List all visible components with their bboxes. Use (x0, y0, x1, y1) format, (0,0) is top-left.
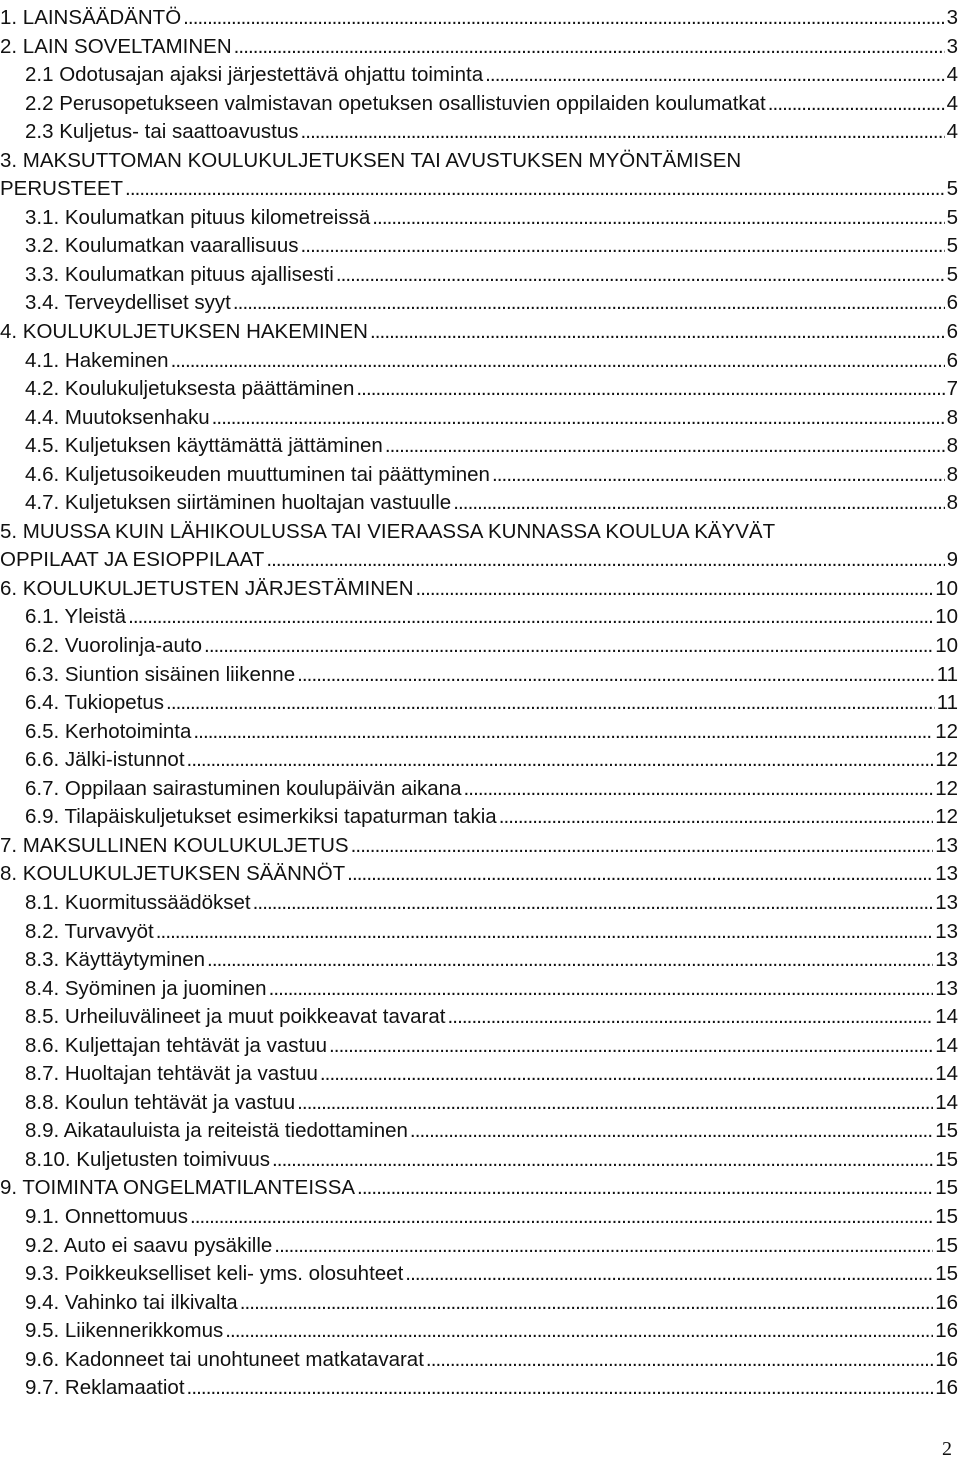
toc-entry[interactable] (0, 90, 958, 119)
toc-entry-label: OPPILAAT JA ESIOPPILAAT (0, 548, 265, 572)
toc-entry[interactable] (0, 289, 958, 318)
toc-entry-label: 6.3. Siuntion sisäinen liikenne (25, 662, 296, 686)
dot-leader (234, 33, 945, 62)
dot-leader (492, 461, 945, 490)
toc-entry-page: 6 (946, 348, 958, 372)
toc-entry[interactable] (0, 546, 958, 575)
table-of-contents (0, 4, 958, 1403)
toc-entry-page: 9 (946, 548, 958, 572)
dot-leader (269, 975, 934, 1004)
toc-entry-page: 15 (935, 1119, 958, 1143)
toc-entry-label: 4.4. Muutoksenhaku (25, 405, 210, 429)
toc-entry-label: 4.7. Kuljetuksen siirtäminen huoltajan vastuulle (25, 491, 452, 515)
toc-entry-label: 8.2. Turvavyöt (25, 919, 154, 943)
toc-entry-label: 6.7. Oppilaan sairastuminen koulupäivän aikana (25, 776, 462, 800)
toc-entry-label: 4.6. Kuljetusoikeuden muuttuminen tai päättyminen (25, 462, 490, 486)
toc-entry-label: 4.5. Kuljetuksen käyttämättä jättäminen (25, 434, 383, 458)
toc-entry-label: 9.5. Liikennerikkomus (25, 1319, 224, 1343)
toc-entry-label: 8.6. Kuljettajan tehtävät ja vastuu (25, 1033, 328, 1057)
toc-entry[interactable] (0, 975, 958, 1004)
dot-leader (166, 689, 935, 718)
toc-entry-label: PERUSTEET (0, 177, 124, 201)
dot-leader (485, 61, 944, 90)
toc-entry-page: 5 (946, 234, 958, 258)
dot-leader (499, 803, 933, 832)
toc-entry-label: 6.6. Jälki-istunnot (25, 748, 185, 772)
dot-leader (426, 1346, 933, 1375)
toc-entry[interactable] (0, 603, 958, 632)
toc-entry-page: 13 (935, 862, 958, 886)
dot-leader (447, 1003, 933, 1032)
toc-entry-page: 3 (946, 34, 958, 58)
toc-entry-label: 4.1. Hakeminen (25, 348, 169, 372)
toc-entry-page: 10 (935, 605, 958, 629)
toc-entry-label: 9.1. Onnettomuus (25, 1204, 188, 1228)
toc-entry-page: 16 (935, 1347, 958, 1371)
dot-leader (128, 603, 933, 632)
toc-entry-label: 8.4. Syöminen ja juominen (25, 976, 267, 1000)
toc-entry-label: 3.1. Koulumatkan pituus kilometreissä (25, 205, 371, 229)
toc-entry-label: 9.4. Vahinko tai ilkivalta (25, 1290, 238, 1314)
toc-entry-page: 7 (946, 377, 958, 401)
toc-entry[interactable] (0, 1232, 958, 1261)
toc-entry-page: 8 (946, 462, 958, 486)
toc-entry-page: 5 (946, 177, 958, 201)
dot-leader (416, 575, 934, 604)
toc-entry[interactable] (0, 118, 958, 147)
toc-entry-label: 6.4. Tukiopetus (25, 691, 165, 715)
toc-entry-page: 12 (935, 748, 958, 772)
toc-entry[interactable] (0, 889, 958, 918)
toc-entry-page: 15 (935, 1204, 958, 1228)
toc-entry[interactable] (0, 1089, 958, 1118)
toc-entry-label: 4. KOULUKULJETUKSEN HAKEMINEN (0, 320, 368, 344)
dot-leader (372, 204, 944, 233)
dot-leader (274, 1232, 933, 1261)
toc-entry-page: 15 (935, 1176, 958, 1200)
toc-entry-heading[interactable]: 5. MUUSSA KUIN LÄHIKOULUSSA TAI VIERAASSA KUNNASSA KOULUA KÄYVÄT (0, 519, 776, 543)
dot-leader (405, 1260, 933, 1289)
toc-entry-label: 2.2 Perusopetukseen valmistavan opetuksen osallistuvien oppilaiden koulumatkat (25, 91, 766, 115)
toc-entry-page: 8 (946, 405, 958, 429)
toc-entry-page: 11 (936, 662, 958, 686)
toc-entry-page: 13 (935, 948, 958, 972)
toc-entry-label: 8.8. Koulun tehtävät ja vastuu (25, 1090, 296, 1114)
dot-leader (240, 1289, 933, 1318)
toc-entry-heading[interactable]: 3. MAKSUTTOMAN KOULUKULJETUKSEN TAI AVUSTUKSEN MYÖNTÄMISEN (0, 148, 742, 172)
dot-leader (297, 661, 935, 690)
toc-entry-page: 15 (935, 1262, 958, 1286)
toc-entry-label: 7. MAKSULLINEN KOULUKULJETUS (0, 833, 349, 857)
dot-leader (320, 1060, 933, 1089)
toc-entry-label: 2.1 Odotusajan ajaksi järjestettävä ohjattu toiminta (25, 63, 484, 87)
toc-entry-label: 6.5. Kerhotoiminta (25, 719, 192, 743)
toc-entry[interactable] (0, 832, 958, 861)
dot-leader (266, 546, 944, 575)
toc-entry-page: 4 (946, 63, 958, 87)
toc-entry-page: 12 (935, 719, 958, 743)
toc-entry[interactable] (0, 33, 958, 62)
toc-entry-label: 3.4. Terveydelliset syyt (25, 291, 231, 315)
toc-entry[interactable] (0, 489, 958, 518)
dot-leader (225, 1317, 933, 1346)
toc-entry-page: 10 (935, 634, 958, 658)
toc-entry-page: 13 (935, 890, 958, 914)
toc-entry-page: 13 (935, 833, 958, 857)
toc-entry[interactable] (0, 1317, 958, 1346)
toc-entry-page: 6 (946, 291, 958, 315)
dot-leader (347, 860, 933, 889)
toc-entry-label: 1. LAINSÄÄDÄNTÖ (0, 6, 182, 29)
toc-entry[interactable] (0, 1203, 958, 1232)
toc-entry-label: 8.9. Aikatauluista ja reiteistä tiedottaminen (25, 1119, 408, 1143)
toc-entry[interactable] (0, 689, 958, 718)
toc-entry[interactable] (0, 1003, 958, 1032)
toc-entry[interactable] (0, 1146, 958, 1175)
toc-entry-label: 6.2. Vuorolinja-auto (25, 634, 203, 658)
toc-entry[interactable] (0, 204, 958, 233)
toc-entry-page: 15 (935, 1233, 958, 1257)
toc-entry-label: 8.7. Huoltajan tehtävät ja vastuu (25, 1062, 318, 1086)
dot-leader (212, 404, 945, 433)
dot-leader (204, 632, 933, 661)
toc-entry[interactable] (0, 1032, 958, 1061)
toc-entry[interactable] (0, 661, 958, 690)
dot-leader (297, 1089, 933, 1118)
dot-leader (768, 90, 945, 119)
toc-entry[interactable] (0, 803, 958, 832)
dot-leader (190, 1203, 933, 1232)
toc-entry[interactable] (0, 1174, 958, 1203)
toc-entry[interactable] (0, 575, 958, 604)
dot-leader (156, 918, 933, 947)
dot-leader (207, 946, 933, 975)
toc-entry-page: 12 (935, 805, 958, 829)
toc-entry-page: 13 (935, 919, 958, 943)
dot-leader (301, 118, 945, 147)
toc-entry[interactable] (0, 1346, 958, 1375)
toc-entry[interactable] (0, 61, 958, 90)
dot-leader (329, 1032, 933, 1061)
dot-leader (356, 375, 944, 404)
dot-leader (351, 832, 934, 861)
dot-leader (187, 1374, 934, 1403)
dot-leader (336, 261, 945, 290)
toc-entry[interactable] (0, 746, 958, 775)
toc-entry[interactable] (0, 375, 958, 404)
dot-leader (357, 1174, 933, 1203)
toc-entry-page: 16 (935, 1290, 958, 1314)
toc-entry-label: 4.2. Koulukuljetuksesta päättäminen (25, 377, 355, 401)
toc-entry-label: 9. TOIMINTA ONGELMATILANTEISSA (0, 1176, 356, 1200)
dot-leader (187, 746, 934, 775)
toc-entry-label: 8. KOULUKULJETUKSEN SÄÄNNÖT (0, 862, 346, 886)
toc-entry-page: 10 (935, 576, 958, 600)
toc-entry-page: 16 (935, 1319, 958, 1343)
toc-entry-label: 8.3. Käyttäytyminen (25, 948, 206, 972)
toc-entry-page: 8 (946, 434, 958, 458)
toc-entry[interactable] (0, 404, 958, 433)
dot-leader (183, 4, 944, 33)
dot-leader (253, 889, 934, 918)
toc-entry[interactable] (0, 175, 958, 204)
toc-entry-label: 2.3 Kuljetus- tai saattoavustus (25, 120, 299, 144)
toc-entry[interactable] (0, 347, 958, 376)
toc-entry-label: 8.5. Urheiluvälineet ja muut poikkeavat tavarat (25, 1005, 446, 1029)
toc-entry-page: 16 (935, 1376, 958, 1400)
toc-entry[interactable] (0, 1060, 958, 1089)
toc-entry-page: 4 (946, 120, 958, 144)
toc-entry[interactable] (0, 1117, 958, 1146)
toc-entry-page: 5 (946, 262, 958, 286)
toc-entry[interactable] (0, 775, 958, 804)
toc-entry-page: 12 (935, 776, 958, 800)
toc-entry[interactable] (0, 461, 958, 490)
toc-entry-page: 5 (946, 205, 958, 229)
toc-entry-label: 3.3. Koulumatkan pituus ajallisesti (25, 262, 334, 286)
page-number: 2 (942, 1438, 952, 1460)
dot-leader (193, 718, 933, 747)
toc-entry-page: 14 (935, 1062, 958, 1086)
toc-entry-page: 15 (935, 1147, 958, 1171)
toc-entry-page: 4 (946, 91, 958, 115)
toc-entry-page: 8 (946, 491, 958, 515)
dot-leader (272, 1146, 933, 1175)
toc-entry[interactable] (0, 318, 958, 347)
toc-entry-label: 8.1. Kuormitussäädökset (25, 890, 251, 914)
toc-entry-page: 3 (946, 6, 958, 29)
toc-entry[interactable] (0, 632, 958, 661)
toc-entry-label: 6.1. Yleistä (25, 605, 127, 629)
dot-leader (453, 489, 944, 518)
toc-entry-label: 8.10. Kuljetusten toimivuus (25, 1147, 270, 1171)
dot-leader (301, 232, 945, 261)
toc-entry-label: 9.6. Kadonneet tai unohtuneet matkatavarat (25, 1347, 424, 1371)
toc-entry[interactable] (0, 4, 958, 33)
toc-entry-page: 13 (935, 976, 958, 1000)
toc-entry[interactable] (0, 1374, 958, 1403)
toc-entry[interactable] (0, 1289, 958, 1318)
dot-leader (385, 432, 945, 461)
toc-entry[interactable] (0, 1260, 958, 1289)
toc-entry-label: 9.2. Auto ei saavu pysäkille (25, 1233, 273, 1257)
toc-entry[interactable] (0, 918, 958, 947)
dot-leader (125, 175, 945, 204)
toc-entry[interactable] (0, 261, 958, 290)
dot-leader (370, 318, 945, 347)
dot-leader (410, 1117, 933, 1146)
dot-leader (171, 347, 945, 376)
toc-entry-label: 6.9. Tilapäiskuljetukset esimerkiksi tapaturman takia (25, 805, 497, 829)
toc-entry[interactable] (0, 232, 958, 261)
toc-entry-label: 3.2. Koulumatkan vaarallisuus (25, 234, 299, 258)
toc-entry-page: 14 (935, 1033, 958, 1057)
toc-entry-page: 14 (935, 1005, 958, 1029)
toc-entry-label: 9.3. Poikkeukselliset keli- yms. olosuhteet (25, 1262, 404, 1286)
dot-leader (463, 775, 933, 804)
toc-entry[interactable] (0, 946, 958, 975)
toc-entry-label: 2. LAIN SOVELTAMINEN (0, 34, 232, 58)
toc-entry[interactable] (0, 860, 958, 889)
toc-entry-page: 11 (936, 691, 958, 715)
toc-entry-label: 9.7. Reklamaatiot (25, 1376, 185, 1400)
toc-entry-label: 6. KOULUKULJETUSTEN JÄRJESTÄMINEN (0, 576, 414, 600)
toc-entry-page: 6 (946, 320, 958, 344)
dot-leader (233, 289, 945, 318)
toc-entry[interactable] (0, 432, 958, 461)
toc-entry[interactable] (0, 718, 958, 747)
toc-entry-page: 14 (935, 1090, 958, 1114)
